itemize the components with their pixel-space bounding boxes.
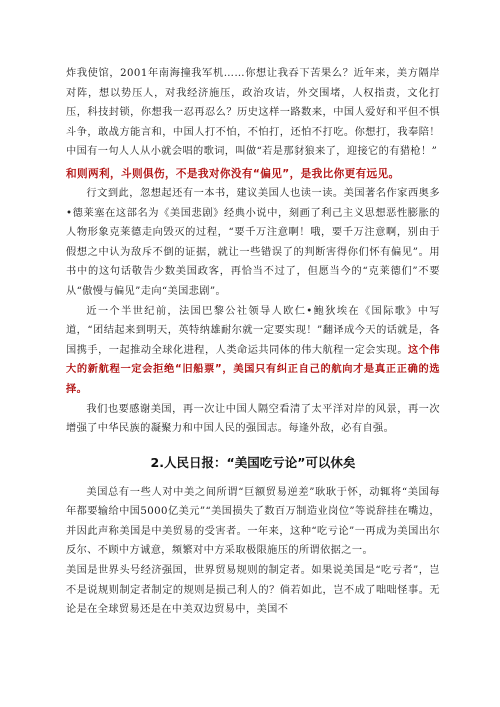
highlight-statement: 和则两利，斗则俱伤，不是我对你没有“偏见”，是我比你更有远见。 [66,167,400,180]
paragraph-rule-maker: 美国是世界头号经济强国，世界贸易规则的制定者。如果说美国是“吃亏者”，岂不是说规则制定者制定的规则是损己利人的？倘若如此，岂不成了咄咄怪事。无论是在全球贸易还是在中美双边贸易中，美国不 [66,565,440,616]
old-ticket-highlight: 这个伟大的新航程一定会拒绝“旧船票”，美国只有纠正自己的航向才是真正正确的选择。 [66,344,440,395]
paragraph-internationale-text: 近一个半世纪前，法国巴黎公社领导人欧仁•鲍狄埃在《国际歌》中写道，“团结起来到明天，英特纳雄耐尔就一定要实现！”翻译成今天的话就是，各国携手，一起推动全球化进程，人类命运共同体的伟大航程一定会实现。 [66,305,440,356]
paragraph-thanks: 我们也要感谢美国，再一次让中国人隔空看清了太平洋对岸的风景，再一次增强了中华民族的凝聚力和中国人民的强国志。每逢外敌，必有自强。 [66,403,440,435]
paragraph-trade-deficit: 美国总有一些人对中美之间所谓“巨额贸易逆差”耿耿于怀，动辄将“美国每年都要输给中国5000亿美元”“美国损失了数百万制造业岗位”等说辞挂在嘴边，并因此声称美国是中美贸易的受害者。一年来，这种“吃亏论”一再成为美国出尔反尔、不顾中方诚意，频繁对中方采取极限施压的所谓依据之一。 [66,486,440,557]
section-heading: 2.人民日报：“美国吃亏论”可以休矣 [150,454,356,470]
paragraph-american-tragedy: 行文到此，忽想起还有一本书，建议美国人也读一读。美国著名作家西奥多•德莱塞在这部名为《美国悲剧》经典小说中，刻画了利己主义思想恶性膨胀的人物形象克莱德走向毁灭的过程，“要千万注意啊！哦，要千万注意啊，别由于假想之中认为敌斥不倒的证据，就让一些错误了的判断害得你们怀有偏见”。用书中的这句话敬告少数美国政客，再恰当不过了，但愿当今的“克莱德们”不要从“傲慢与偏见”走向“美国悲剧”。 [66,187,440,297]
paragraph-internationale [66,302,440,400]
paragraph-1: 炸我使馆，2001年南海撞我军机……你想让我吞下苦果么？近年来，美方隔岸对阵，想以势压人，对我经济施压，政治攻诘，外交围堵，人权指责，文化打压，科技封锁，你想我一忍再忍么？历史这样一路数来，中国人爱好和平但不惧斗争，敢战方能言和，中国人打不怕，不怕打，还怕不打吃。你想打，我奉陪！中国有一句人人从小就会唱的歌词，叫做“若是那豺狼来了，迎接它的有猎枪！” [66,68,440,158]
